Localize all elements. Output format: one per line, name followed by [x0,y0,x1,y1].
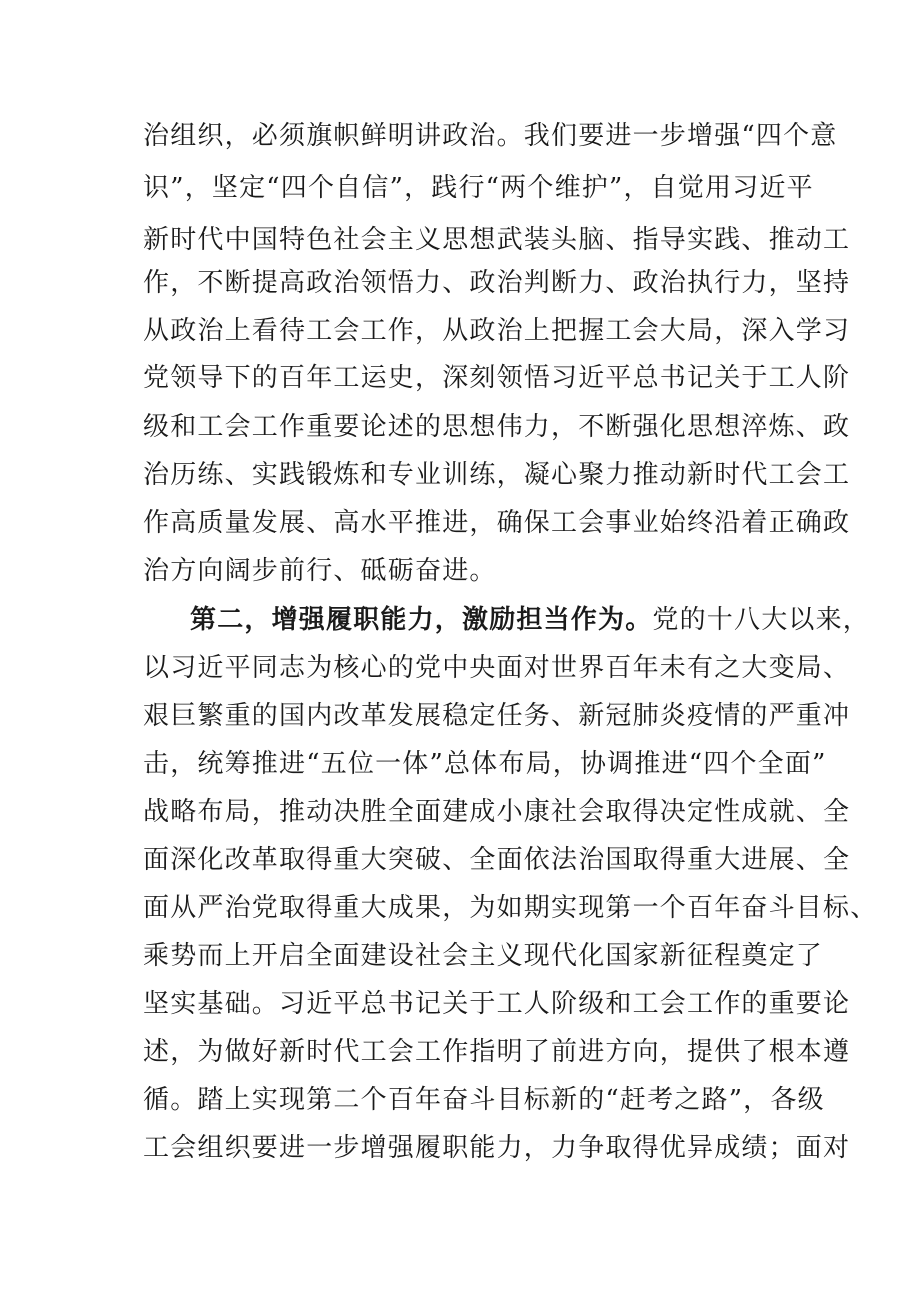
text-line: 击，统筹推进“五位一体”总体布局，协调推进“四个全面” [143,749,827,779]
text-line: 党领导下的百年工运史，深刻领悟习近平总书记关于工人阶 [143,363,851,393]
text-line: 作，不断提高政治领悟力、政治判断力、政治执行力，坚持 [143,268,851,298]
text-line: 从政治上看待工会工作，从政治上把握工会大局，深入学习 [143,316,851,346]
text-line: 治方向阔步前行、砥砺奋进。 [143,556,497,586]
paragraph-heading: 第二，增强履职能力，激励担当作为。 [190,605,653,635]
text-line: 循。踏上实现第二个百年奋斗目标新的“赶考之路”，各级 [143,1085,825,1115]
paragraph-lead: 党的十八大以来， [652,605,871,635]
text-line: 识”，坚定“四个自信”，践行“两个维护”，自觉用习近平 [143,173,814,203]
text-line: 艰巨繁重的国内改革发展稳定任务、新冠肺炎疫情的严重冲 [143,701,851,731]
text-line: 工会组织要进一步增强履职能力，力争取得优异成绩；面对 [143,1133,851,1163]
text-line: 治历练、实践锻炼和专业训练，凝心聚力推动新时代工会工 [143,460,851,490]
text-line: 坚实基础。习近平总书记关于工人阶级和工会工作的重要论 [143,989,851,1019]
text-line: 以习近平同志为核心的党中央面对世界百年未有之大变局、 [143,653,851,683]
text-line: 作高质量发展、高水平推进，确保工会事业始终沿着正确政 [143,508,851,538]
text-line: 新时代中国特色社会主义思想武装头脑、指导实践、推动工 [143,225,851,255]
text-line: 乘势而上开启全面建设社会主义现代化国家新征程奠定了 [143,941,824,971]
text-line: 面从严治党取得重大成果，为如期实现第一个百年奋斗目标、 [143,893,878,923]
text-line: 述，为做好新时代工会工作指明了前进方向，提供了根本遵 [143,1037,851,1067]
text-line: 面深化改革取得重大突破、全面依法治国取得重大进展、全 [143,845,851,875]
text-line: 治组织，必须旗帜鲜明讲政治。我们要进一步增强“四个意 [143,121,838,151]
text-line: 级和工会工作重要论述的思想伟力，不断强化思想淬炼、政 [143,412,851,442]
paragraph-two-first-line [190,603,871,637]
text-line: 战略布局，推动决胜全面建成小康社会取得决定性成就、全 [143,797,851,827]
